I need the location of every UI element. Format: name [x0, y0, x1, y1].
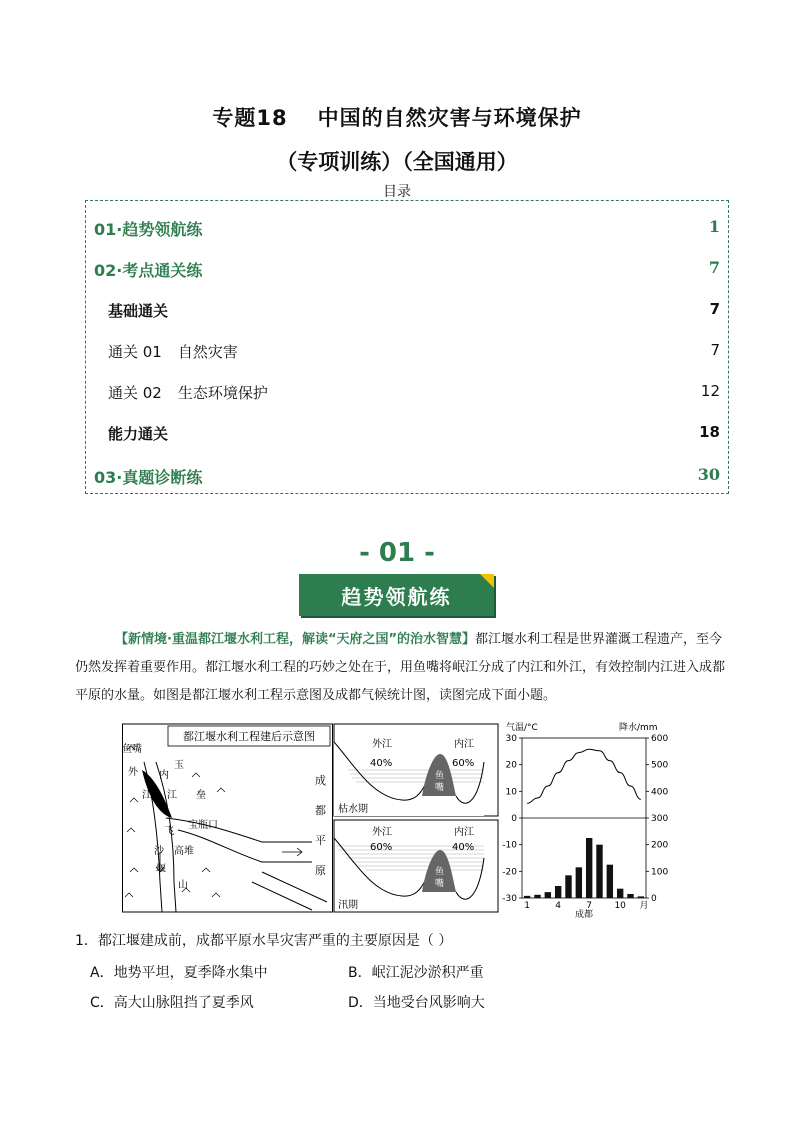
- precip-tick-label: 0: [651, 894, 657, 904]
- flood-period: 汛期: [338, 900, 358, 911]
- dry-waijiang: 外江: [372, 739, 392, 750]
- option-key: D．: [348, 995, 373, 1011]
- intro-highlight: 【新情境·重温都江堰水利工程，解读“天府之国”的治水智慧】: [115, 632, 476, 647]
- label-waijiang-2: 江: [142, 790, 152, 801]
- dry-wai-pct: 40%: [370, 758, 393, 769]
- temperature-line: [527, 749, 641, 803]
- toc-entry-02[interactable]: [94, 258, 720, 281]
- question-intro: [75, 626, 725, 710]
- temp-tick-label: -20: [502, 867, 517, 878]
- flood-yu: 鱼: [435, 867, 445, 877]
- option-c[interactable]: [90, 992, 254, 1012]
- precip-tick-label: 200: [651, 840, 669, 851]
- toc-entry-pass-02[interactable]: [108, 382, 720, 403]
- temp-tick-label: -10: [502, 840, 517, 851]
- precip-tick-label: 100: [651, 867, 669, 878]
- cross-section-flood: [334, 820, 498, 912]
- label-gaodui: 高堆: [174, 846, 194, 857]
- label-yu: 玉: [174, 760, 184, 771]
- intro-text: 都江堰水利工程是世界灌溉工程遗产，至今仍然发挥着重要作用。都江堰水利工程的巧妙之处在于，用鱼嘴将岷江分成了内江和外江，有效控制内江进入成都平原的水量。如图是都江堰水利工程示意图及成都气候统计图，读图完成下面小题。: [75, 632, 726, 703]
- label-lei: 垒: [196, 790, 206, 801]
- precip-bar: [576, 867, 582, 898]
- option-b[interactable]: [348, 962, 484, 982]
- toc-entry-label: 通关 01 自然灾害: [108, 343, 238, 361]
- document-subtitle: （专项训练）（全国通用）: [276, 150, 518, 174]
- label-waijiang-1: 外: [128, 767, 138, 778]
- label-chengdu-1: 成: [315, 774, 326, 787]
- flood-waijiang: 外江: [372, 827, 392, 838]
- toc-entry-label: 01·趋势领航练: [94, 220, 203, 239]
- chart-ylabel-temp: 气温/°C: [506, 723, 538, 733]
- label-feisha-3: 堰: [156, 864, 166, 875]
- label-feisha-1: 飞: [164, 826, 174, 837]
- toc-entry-page: 12: [700, 382, 720, 400]
- label-chengdu-4: 原: [315, 864, 326, 877]
- toc-entry-page: 7: [708, 258, 720, 277]
- month-unit-label: 月: [639, 901, 649, 911]
- toc-entry-label: 通关 02 生态环境保护: [108, 384, 268, 402]
- option-key: C．: [90, 995, 114, 1011]
- toc-entry-page: 7: [709, 300, 720, 318]
- precip-tick-label: 600: [651, 734, 669, 744]
- toc-entry-label: 基础通关: [108, 302, 169, 320]
- toc-entry-page: 1: [708, 217, 720, 236]
- precip-tick-label: 300: [651, 814, 669, 824]
- toc-entry-pass-01[interactable]: [108, 341, 720, 362]
- flood-neijiang: 内江: [454, 827, 474, 838]
- map-title: 都江堰水利工程建后示意图: [183, 730, 315, 743]
- dujiangyan-map: [122, 724, 333, 912]
- temp-tick-label: 10: [505, 787, 517, 798]
- precip-bar: [627, 894, 633, 898]
- month-tick-label: 4: [555, 901, 562, 911]
- temp-tick-label: 20: [505, 760, 517, 771]
- question-stem: 1．都江堰建成前，成都平原水旱灾害严重的主要原因是（ ）: [75, 933, 453, 949]
- label-neijiang-2: 江: [167, 790, 177, 801]
- flood-zui: 嘴: [435, 879, 445, 889]
- option-text: 当地受台风影响大: [372, 995, 485, 1011]
- toc-entry-page: 30: [697, 465, 720, 484]
- option-text: 高大山脉阻挡了夏季风: [113, 995, 254, 1011]
- chart-title: 成都: [574, 910, 594, 920]
- precip-tick-label: 500: [651, 760, 669, 771]
- label-feisha-2: 沙: [154, 846, 164, 857]
- option-a[interactable]: [90, 962, 268, 982]
- toc-heading: 目录: [383, 184, 411, 200]
- label-chengdu-2: 都: [315, 804, 326, 817]
- precip-tick-label: 400: [651, 787, 669, 798]
- toc-entry-basic[interactable]: [108, 300, 720, 321]
- precip-bar: [565, 875, 571, 898]
- dry-neijiang: 内江: [454, 739, 474, 750]
- flood-wai-pct: 60%: [370, 842, 393, 853]
- option-key: A．: [90, 965, 114, 981]
- precip-bar: [607, 865, 613, 898]
- month-tick-label: 10: [614, 901, 626, 911]
- label-neijiang-1: 内: [159, 770, 169, 781]
- chart-ylabel-precip: 降水/mm: [619, 723, 658, 733]
- label-gaodui-shan: 山: [178, 880, 188, 891]
- topic-title: 中国的自然灾害与环境保护: [317, 106, 582, 130]
- toc-entry-label: 能力通关: [108, 425, 169, 443]
- label-chengdu-3: 平: [315, 834, 326, 847]
- section-banner: [299, 574, 494, 616]
- banner-corner-decoration: [480, 574, 494, 588]
- dry-nei-pct: 60%: [452, 758, 475, 769]
- chengdu-climate-chart: [502, 721, 668, 920]
- option-text: 岷江泥沙淤积严重: [371, 965, 484, 981]
- toc-entry-page: 18: [699, 423, 720, 441]
- precip-bar: [586, 838, 592, 898]
- precip-bar: [617, 889, 623, 898]
- section-banner-label: 趋势领航练: [341, 584, 452, 609]
- toc-entry-label: 02·考点通关练: [94, 261, 203, 280]
- precip-bar: [545, 892, 551, 898]
- dry-zui: 嘴: [435, 783, 445, 793]
- dry-yu: 鱼: [435, 771, 445, 781]
- temp-tick-label: 0: [511, 814, 517, 824]
- flood-nei-pct: 40%: [452, 842, 475, 853]
- precip-bar: [638, 896, 644, 898]
- precip-bar: [524, 896, 530, 898]
- option-key: B．: [348, 965, 372, 981]
- label-baopingkou: 宝瓶口: [188, 820, 218, 831]
- toc-entry-page: 7: [710, 341, 720, 359]
- label-yuzui: 鱼嘴: [122, 744, 142, 755]
- precip-bar: [534, 895, 540, 898]
- temp-tick-label: 30: [505, 734, 517, 744]
- dujiangyan-figure: [122, 722, 669, 920]
- toc-entry-ability[interactable]: [108, 423, 720, 444]
- topic-number: 专题18: [212, 106, 288, 130]
- month-tick-label: 1: [524, 901, 531, 911]
- toc-entry-03[interactable]: [94, 465, 720, 488]
- month-tick-label: 7: [586, 901, 593, 911]
- table-of-contents: [85, 200, 729, 494]
- option-d[interactable]: [348, 992, 485, 1012]
- toc-entry-label: 03·真题诊断练: [94, 468, 203, 487]
- section-number: - 01 -: [359, 538, 435, 568]
- document-title: [0, 102, 794, 132]
- temp-tick-label: -30: [502, 894, 517, 904]
- cross-section-dry: [334, 724, 498, 816]
- precip-bar: [555, 886, 561, 898]
- option-text: 地势平坦，夏季降水集中: [113, 965, 268, 981]
- toc-entry-01[interactable]: [94, 217, 720, 240]
- precip-bar: [596, 845, 602, 898]
- dry-period: 枯水期: [338, 804, 368, 815]
